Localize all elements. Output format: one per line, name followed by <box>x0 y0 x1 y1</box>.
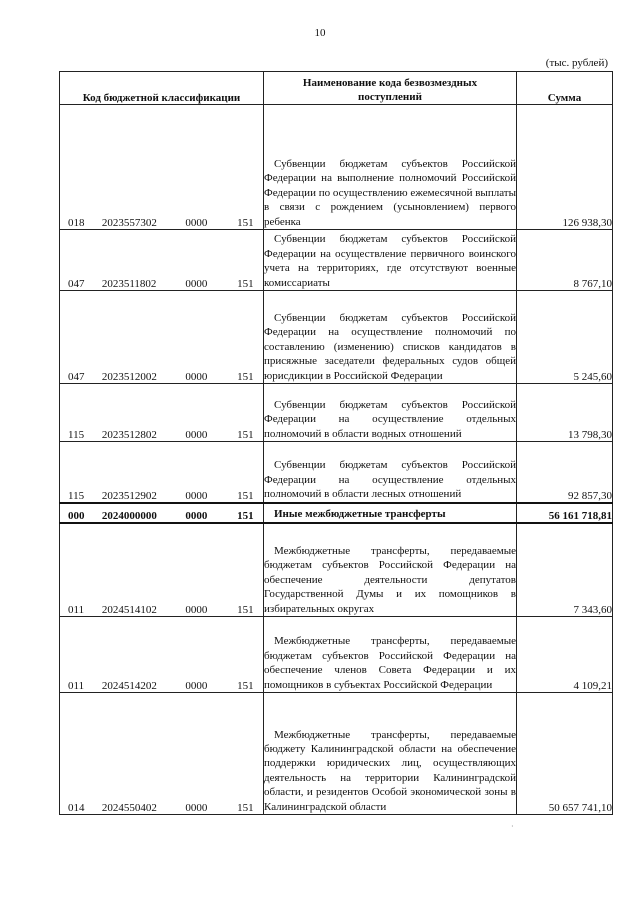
table-row <box>60 523 613 617</box>
header-name <box>264 72 517 105</box>
code-program: 0000 <box>185 278 208 290</box>
code-cell <box>60 503 264 523</box>
code-program: 0000 <box>185 429 208 441</box>
name-text: Субвенции бюджетам субъектов Российской Федерации на осуществление отдельных полномочий в области водных отношений <box>264 398 516 440</box>
table-row <box>60 617 613 693</box>
scan-speck: · <box>511 822 514 831</box>
code-cell <box>60 442 264 503</box>
table-row <box>60 693 613 815</box>
code-economic: 151 <box>237 604 254 616</box>
code-economic: 151 <box>237 802 254 814</box>
name-cell <box>264 442 517 503</box>
code-main: 2023512802 <box>101 429 157 441</box>
units-label: (тыс. рублей) <box>545 57 608 69</box>
name-cell <box>264 105 517 230</box>
code-main: 2023512902 <box>101 489 157 502</box>
code-main: 2024550402 <box>101 802 157 814</box>
code-admin: 018 <box>68 217 85 229</box>
code-cell <box>60 693 264 815</box>
name-text: Межбюджетные трансферты, передаваемые бюджетам субъектов Российской Федерации на обеспечение деятельности депутатов Государственной Думы и их помощников в избирательных округах <box>264 544 516 615</box>
table-row <box>60 105 613 230</box>
header-name-line2: поступлений <box>358 91 422 103</box>
table-row <box>60 230 613 291</box>
sum-cell: 92 857,30 <box>517 442 613 503</box>
code-program: 0000 <box>185 604 208 616</box>
header-sum: Сумма <box>517 72 613 105</box>
name-cell <box>264 617 517 693</box>
sum-cell: 7 343,60 <box>517 523 613 617</box>
name-text: Межбюджетные трансферты, передаваемые бюджету Калининградской области на обеспечение поддержки юридических лиц, осуществляющих деятельность на территории Калининградской области, и резидентов Особой экономической зоны в Калининградской области <box>264 728 516 813</box>
code-program: 0000 <box>185 680 208 692</box>
sum-cell: 5 245,60 <box>517 291 613 384</box>
code-program: 0000 <box>185 489 208 502</box>
code-admin: 014 <box>68 802 85 814</box>
code-cell <box>60 617 264 693</box>
budget-table <box>59 71 613 815</box>
sum-cell: 50 657 741,10 <box>517 693 613 815</box>
code-economic: 151 <box>237 680 254 692</box>
sum-cell: 13 798,30 <box>517 384 613 442</box>
table-row <box>60 291 613 384</box>
code-main: 2024514202 <box>101 680 157 692</box>
name-text: Иные межбюджетные трансферты <box>274 508 446 521</box>
code-admin: 115 <box>68 489 85 502</box>
code-main: 2024000000 <box>101 509 157 522</box>
code-cell <box>60 384 264 442</box>
header-name-line1: Наименование кода безвозмездных <box>302 77 478 89</box>
code-economic: 151 <box>237 217 254 229</box>
code-program: 0000 <box>185 217 208 229</box>
code-main: 2023511802 <box>101 278 157 290</box>
name-cell <box>264 230 517 291</box>
name-cell <box>264 291 517 384</box>
code-main: 2024514102 <box>101 604 157 616</box>
name-text: Межбюджетные трансферты, передаваемые бюджетам субъектов Российской Федерации на обеспечение членов Совета Федерации и их помощников в субъектах Российской Федерации <box>264 635 516 691</box>
code-economic: 151 <box>237 371 254 383</box>
sum-cell: 4 109,21 <box>517 617 613 693</box>
sum-cell: 126 938,30 <box>517 105 613 230</box>
code-program: 0000 <box>185 802 208 814</box>
code-cell <box>60 291 264 384</box>
name-text: Субвенции бюджетам субъектов Российской Федерации на осуществление отдельных полномочий в области лесных отношений <box>264 459 516 501</box>
table-row-total <box>60 503 613 523</box>
code-admin: 047 <box>68 371 85 383</box>
code-cell <box>60 230 264 291</box>
table-row <box>60 442 613 503</box>
code-program: 0000 <box>185 371 208 383</box>
sum-cell: 8 767,10 <box>517 230 613 291</box>
name-text: Субвенции бюджетам субъектов Российской Федерации на осуществление первичного воинского учета на территориях, где отсутствуют военные комиссариаты <box>264 233 516 289</box>
name-text: Субвенции бюджетам субъектов Российской Федерации на осуществление полномочий по составлению (изменению) списков кандидатов в присяжные заседатели федеральных судов общей юрисдикции в Российской Федерации <box>264 311 516 382</box>
table-header-row <box>60 72 613 105</box>
code-economic: 151 <box>237 489 254 502</box>
code-cell <box>60 523 264 617</box>
code-admin: 011 <box>68 604 85 616</box>
name-cell <box>264 384 517 442</box>
code-main: 2023557302 <box>101 217 157 229</box>
code-cell <box>60 105 264 230</box>
code-economic: 151 <box>237 509 254 522</box>
table-row <box>60 384 613 442</box>
name-text: Субвенции бюджетам субъектов Российской Федерации на выполнение полномочий Российской Федерации по осуществлению ежемесячной выплаты в связи с рождением (усыновлением) первого ребенка <box>264 157 516 228</box>
sum-cell: 56 161 718,81 <box>517 503 613 523</box>
code-economic: 151 <box>237 429 254 441</box>
code-program: 0000 <box>185 509 208 522</box>
name-cell <box>264 693 517 815</box>
code-economic: 151 <box>237 278 254 290</box>
code-admin: 011 <box>68 680 85 692</box>
name-cell <box>264 523 517 617</box>
code-admin: 047 <box>68 278 85 290</box>
code-admin: 000 <box>68 509 85 522</box>
header-code: Код бюджетной классификации <box>60 72 264 105</box>
code-admin: 115 <box>68 429 85 441</box>
page-number: 10 <box>314 27 326 39</box>
name-cell <box>264 503 517 523</box>
code-main: 2023512002 <box>101 371 157 383</box>
